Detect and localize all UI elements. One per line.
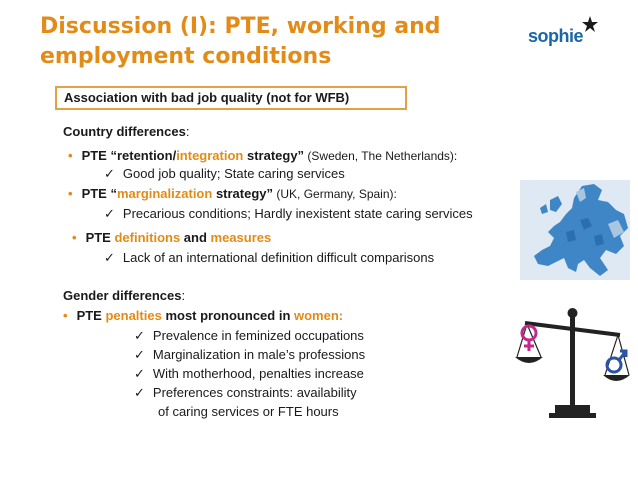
country-sub-retention: ✓ Good job quality; State caring services <box>104 166 345 181</box>
country-item-marginalization: • PTE “marginalization strategy” (UK, Germany, Spain): <box>68 186 397 201</box>
country-sub-definitions: ✓ Lack of an international definition difficult comparisons <box>104 250 435 265</box>
check-icon: ✓ <box>134 347 145 362</box>
bullet-icon: • <box>63 308 68 323</box>
slide-title: Discussion (I): PTE, working and employment conditions <box>40 14 441 69</box>
sophie-logo <box>528 12 628 52</box>
logo-text: sophie <box>528 26 584 46</box>
check-icon: ✓ <box>104 206 115 221</box>
star-icon <box>528 12 628 52</box>
gender-heading: Gender differences: <box>63 288 186 303</box>
gender-sub-1: ✓ Prevalence in feminized occupations <box>134 328 364 343</box>
gender-scale-icon <box>515 305 630 420</box>
check-icon: ✓ <box>134 328 145 343</box>
check-icon: ✓ <box>134 366 145 381</box>
gender-sub-2: ✓ Marginalization in male’s professions <box>134 347 366 362</box>
check-icon: ✓ <box>134 385 145 400</box>
country-heading: Country differences: <box>63 124 190 139</box>
country-sub-marginalization: ✓ Precarious conditions; Hardly inexistent state caring services <box>104 206 473 221</box>
bullet-icon: • <box>68 186 73 201</box>
association-box: Association with bad job quality (not for WFB) <box>55 86 407 110</box>
gender-sub-4: ✓ Preferences constraints: availability <box>134 385 357 400</box>
gender-sub-4-continuation: of caring services or FTE hours <box>158 404 339 419</box>
country-item-definitions: • PTE definitions and measures <box>72 230 272 245</box>
check-icon: ✓ <box>104 166 115 181</box>
bullet-icon: • <box>72 230 77 245</box>
europe-map-icon <box>520 180 630 280</box>
bullet-icon: • <box>68 148 73 163</box>
country-item-retention: • PTE “retention/integration strategy” (Sweden, The Netherlands): <box>68 148 458 163</box>
gender-sub-3: ✓ With motherhood, penalties increase <box>134 366 364 381</box>
gender-item-penalties: • PTE penalties most pronounced in women: <box>63 308 344 323</box>
check-icon: ✓ <box>104 250 115 265</box>
